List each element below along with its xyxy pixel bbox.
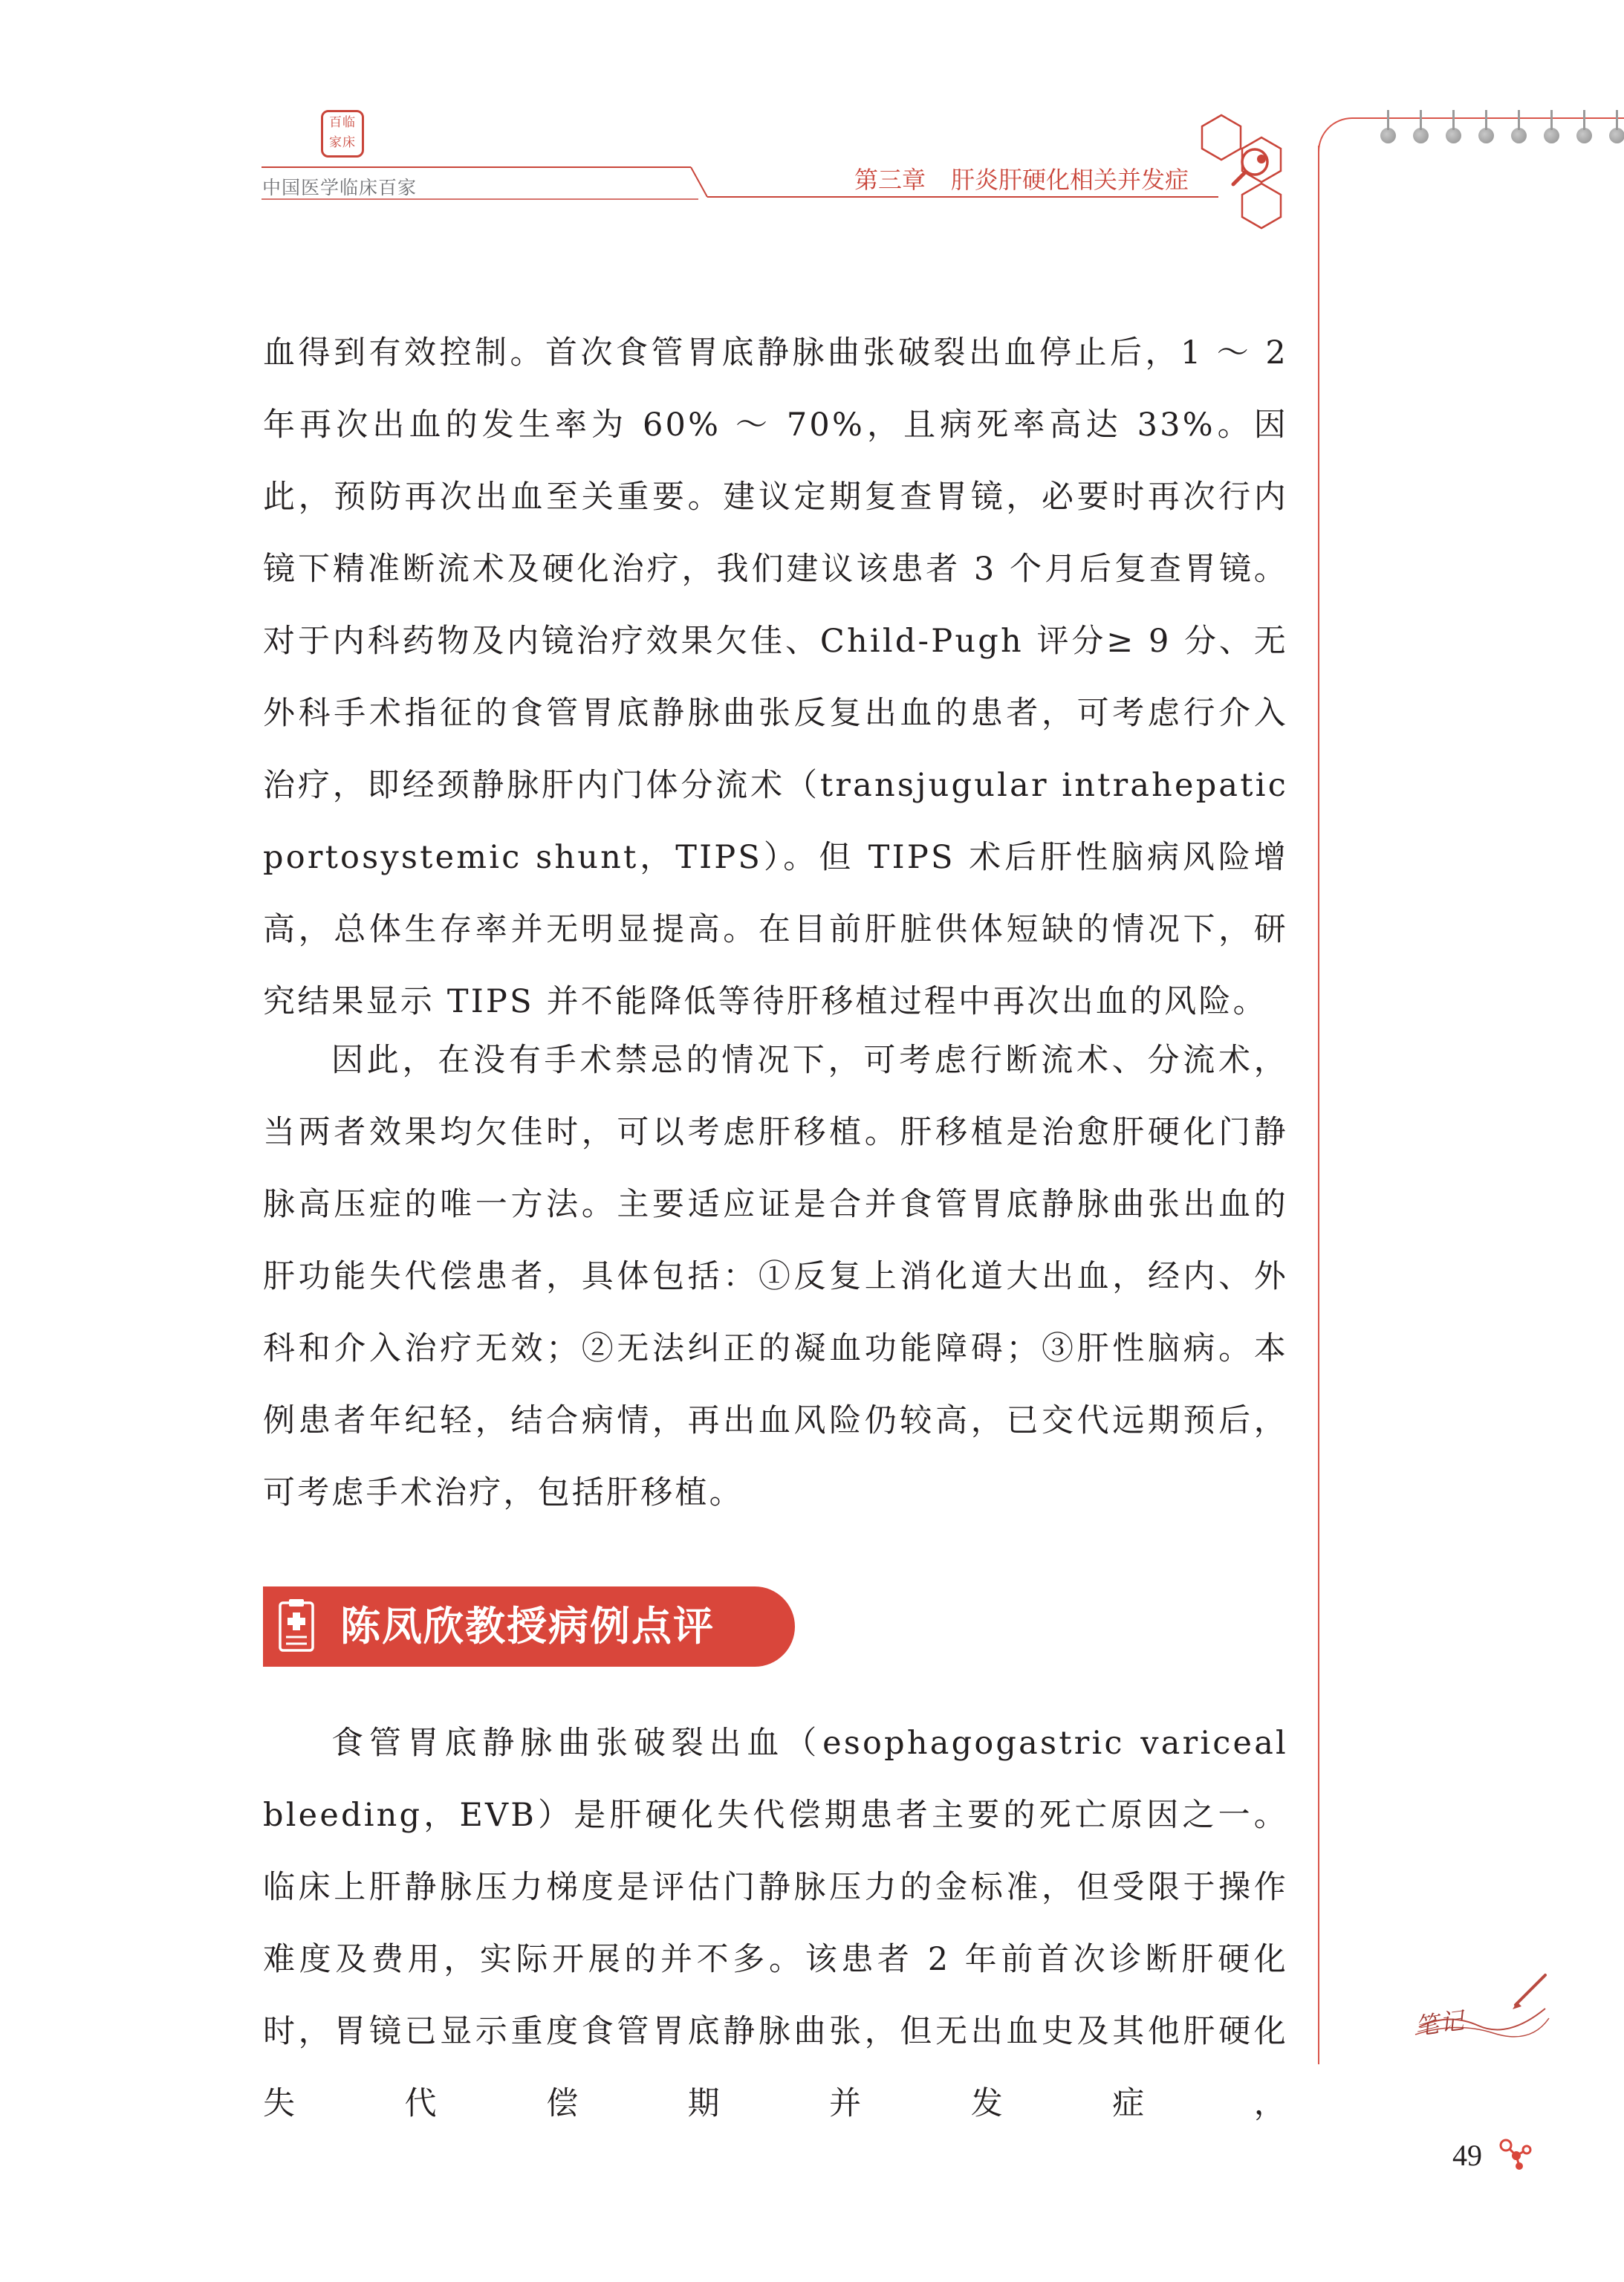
logo-seal: 百临 家床 [321,110,364,158]
chapter-title: 肝炎肝硬化相关并发症 [951,166,1189,194]
brand-name: 中国医学临床百家 [262,177,418,198]
binder-ring [1413,128,1429,143]
chapter-label: 第三章 [854,166,926,194]
binder-ring [1544,128,1559,143]
molecule-icon [1497,2135,1534,2172]
binder-ring [1446,128,1461,143]
notebook-frame [1318,117,1624,177]
chapter-heading [854,161,1189,195]
binder-rings [1380,128,1624,143]
hexagon-icon [1202,115,1281,228]
body-paragraph-1: 血得到有效控制。首次食管胃底静脉曲张破裂出血停止后，1 ～ 2 年再次出血的发生率为 60% ～ 70%，且病死率高达 33%。因此，预防再次出血至关重要。建议定期复查胃镜，必要时再次行内镜下精准断流术及硬化治疗，我们建议该患者 3 个月后复查胃镜。对于内科药物及内镜治疗效果欠佳、Child-Pugh 评分≥ 9 分、无外科手术指征的食管胃底静脉曲张反复出血的患者，可考虑行介入治疗，即经颈静脉肝内门体分流术（transjugular intrahepatic portosystemic shunt，TIPS）。但 TIPS 术后肝性脑病风险增高，总体生存率并无明显提高。在目前肝脏供体短缺的情况下，研究结果显示 TIPS 并不能降低等待肝移植过程中再次出血的风险。 [263,334,1288,1020]
binder-ring [1576,128,1592,143]
margin-line [1318,146,1319,2064]
body-paragraph-2: 因此，在没有手术禁忌的情况下，可考虑行断流术、分流术，当两者效果均欠佳时，可以考虑肝移植。肝移植是治愈肝硬化门静脉高压症的唯一方法。主要适应证是合并食管胃底静脉曲张出血的肝功能失代偿患者，具体包括：①反复上消化道大出血，经内、外科和介入治疗无效；②无法纠正的凝血功能障碍；③肝性脑病。本例患者年纪轻，结合病情，再出血风险仍较高，已交代远期预后，可考虑手术治疗，包括肝移植。 [263,1042,1288,1511]
binder-ring [1511,128,1527,143]
clipboard-icon [278,1598,315,1653]
body-paragraph-3: 食管胃底静脉曲张破裂出血（esophagogastric variceal bleeding，EVB）是肝硬化失代偿期患者主要的死亡原因之一。临床上肝静脉压力梯度是评估门静脉压力的金标准，但受限于操作难度及费用，实际开展的并不多。该患者 2 年前首次诊断肝硬化时，胃镜已显示重度食管胃底静脉曲张，但无出血史及其他肝硬化失代偿期并发症， [263,1725,1288,2122]
binder-ring [1380,128,1396,143]
section-title: 陈凤欣教授病例点评 [340,1603,715,1650]
binder-ring [1609,128,1624,143]
binder-ring [1478,128,1494,143]
page-number: 49 [1452,2139,1482,2172]
magnifier-icon [1233,149,1267,184]
notes-label: 笔记 [1412,2006,1467,2041]
